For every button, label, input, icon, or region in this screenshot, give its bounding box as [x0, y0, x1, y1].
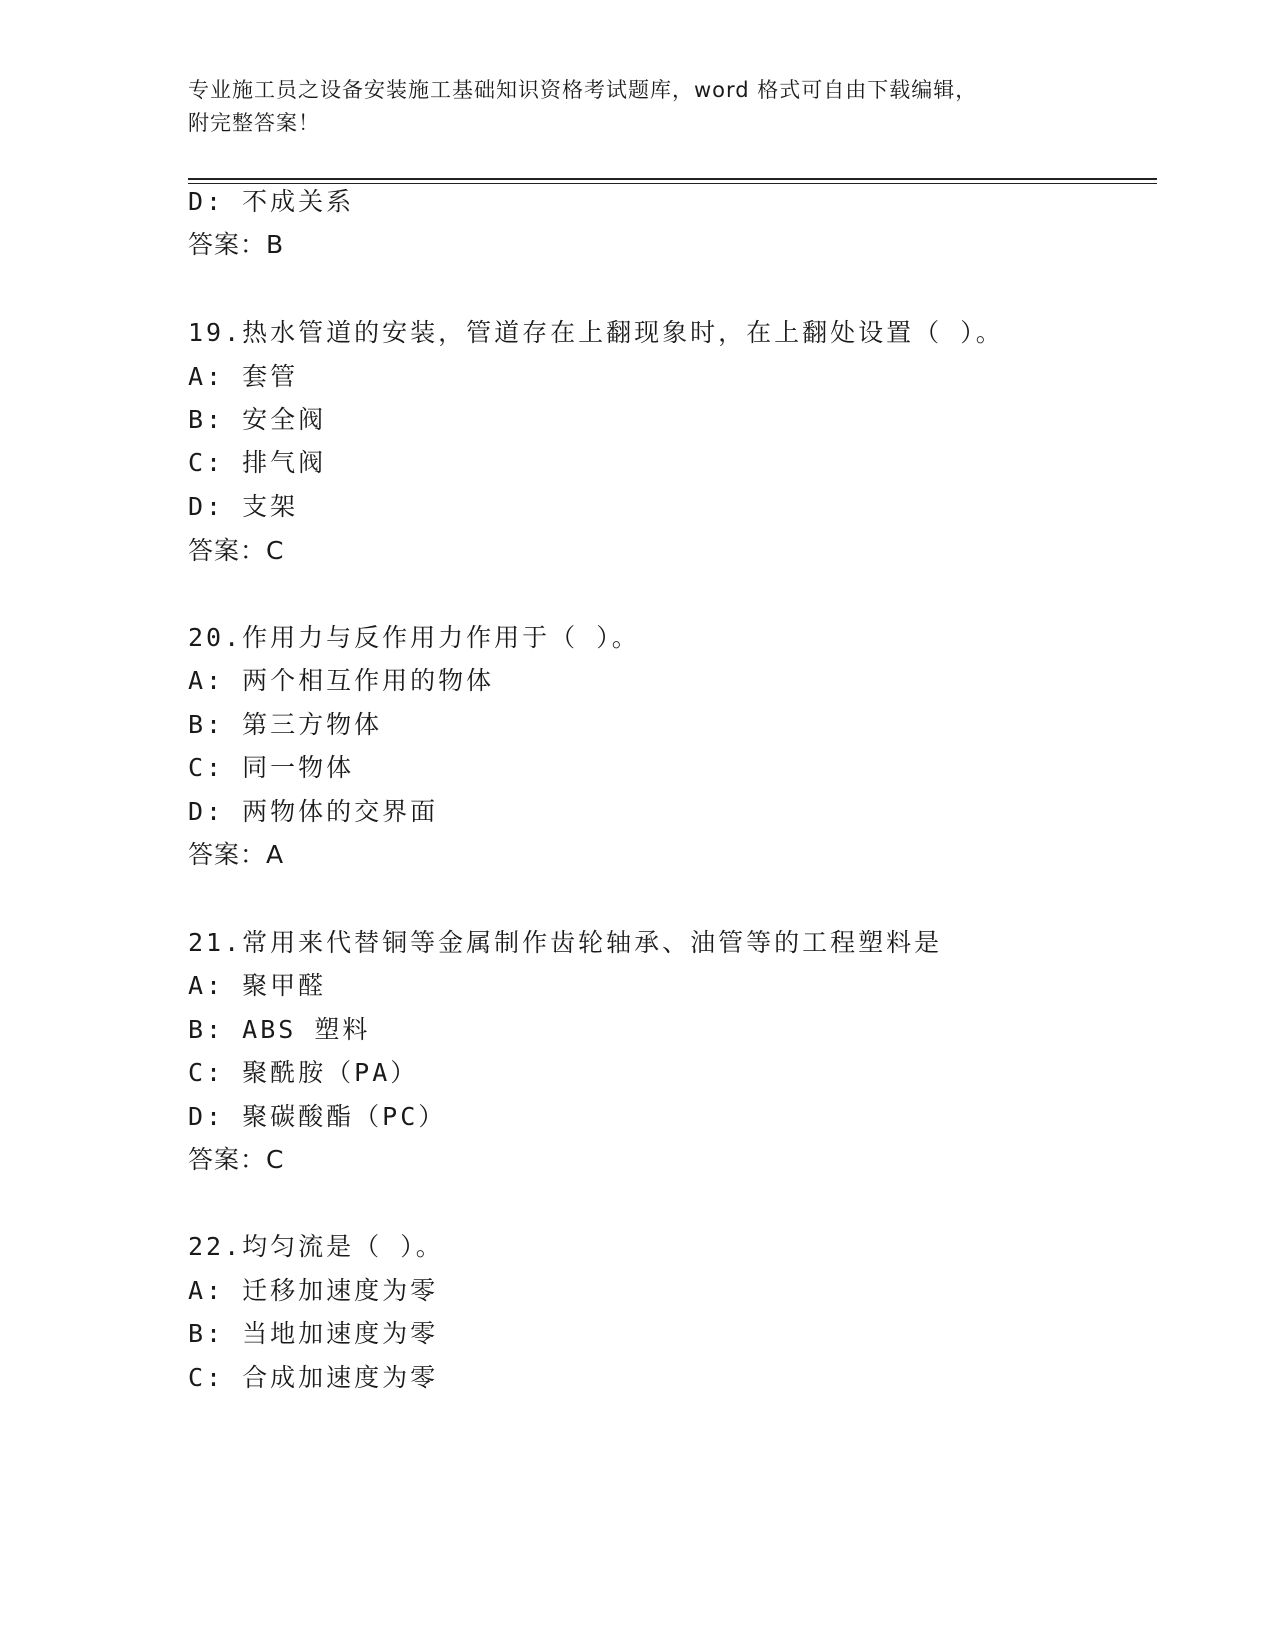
q22-option-b: B: 当地加速度为零: [188, 1319, 439, 1348]
q20-answer: 答案：A: [188, 840, 285, 869]
q21-option-c: C: 聚酰胺（PA）: [188, 1058, 419, 1087]
prev-option-d: D: 不成关系: [188, 187, 355, 216]
prev-answer: 答案：B: [188, 230, 285, 259]
q22-option-c: C: 合成加速度为零: [188, 1363, 439, 1392]
q21-option-b: B: ABS 塑料: [188, 1015, 371, 1044]
document-header: [188, 74, 1068, 140]
header-divider-thick: [188, 178, 1157, 180]
q19-option-b: B: 安全阀: [188, 405, 327, 434]
q19-option-a: A: 套管: [188, 362, 299, 391]
q20-option-b: B: 第三方物体: [188, 710, 383, 739]
q20-question: 20.作用力与反作用力作用于（ ）。: [188, 623, 640, 652]
q19-question: 19.热水管道的安装，管道存在上翻现象时，在上翻处设置（ ）。: [188, 318, 1004, 347]
q19-option-d: D: 支架: [188, 492, 299, 521]
q21-option-a: A: 聚甲醛: [188, 971, 327, 1000]
q21-answer: 答案：C: [188, 1145, 285, 1174]
q20-option-d: D: 两物体的交界面: [188, 797, 439, 826]
header-line-1: 专业施工员之设备安装施工基础知识资格考试题库，word 格式可自由下载编辑，: [188, 78, 978, 102]
q20-option-a: A: 两个相互作用的物体: [188, 666, 495, 695]
q22-question: 22.均匀流是（ ）。: [188, 1232, 444, 1261]
q21-option-d: D: 聚碳酸酯（PC）: [188, 1102, 447, 1131]
header-line-2: 附完整答案！: [188, 111, 320, 135]
header-divider-thin: [188, 183, 1157, 184]
q22-option-a: A: 迁移加速度为零: [188, 1276, 439, 1305]
q21-question: 21.常用来代替铜等金属制作齿轮轴承、油管等的工程塑料是: [188, 928, 943, 957]
q19-answer: 答案：C: [188, 536, 285, 565]
q19-option-c: C: 排气阀: [188, 448, 327, 477]
q20-option-c: C: 同一物体: [188, 753, 355, 782]
